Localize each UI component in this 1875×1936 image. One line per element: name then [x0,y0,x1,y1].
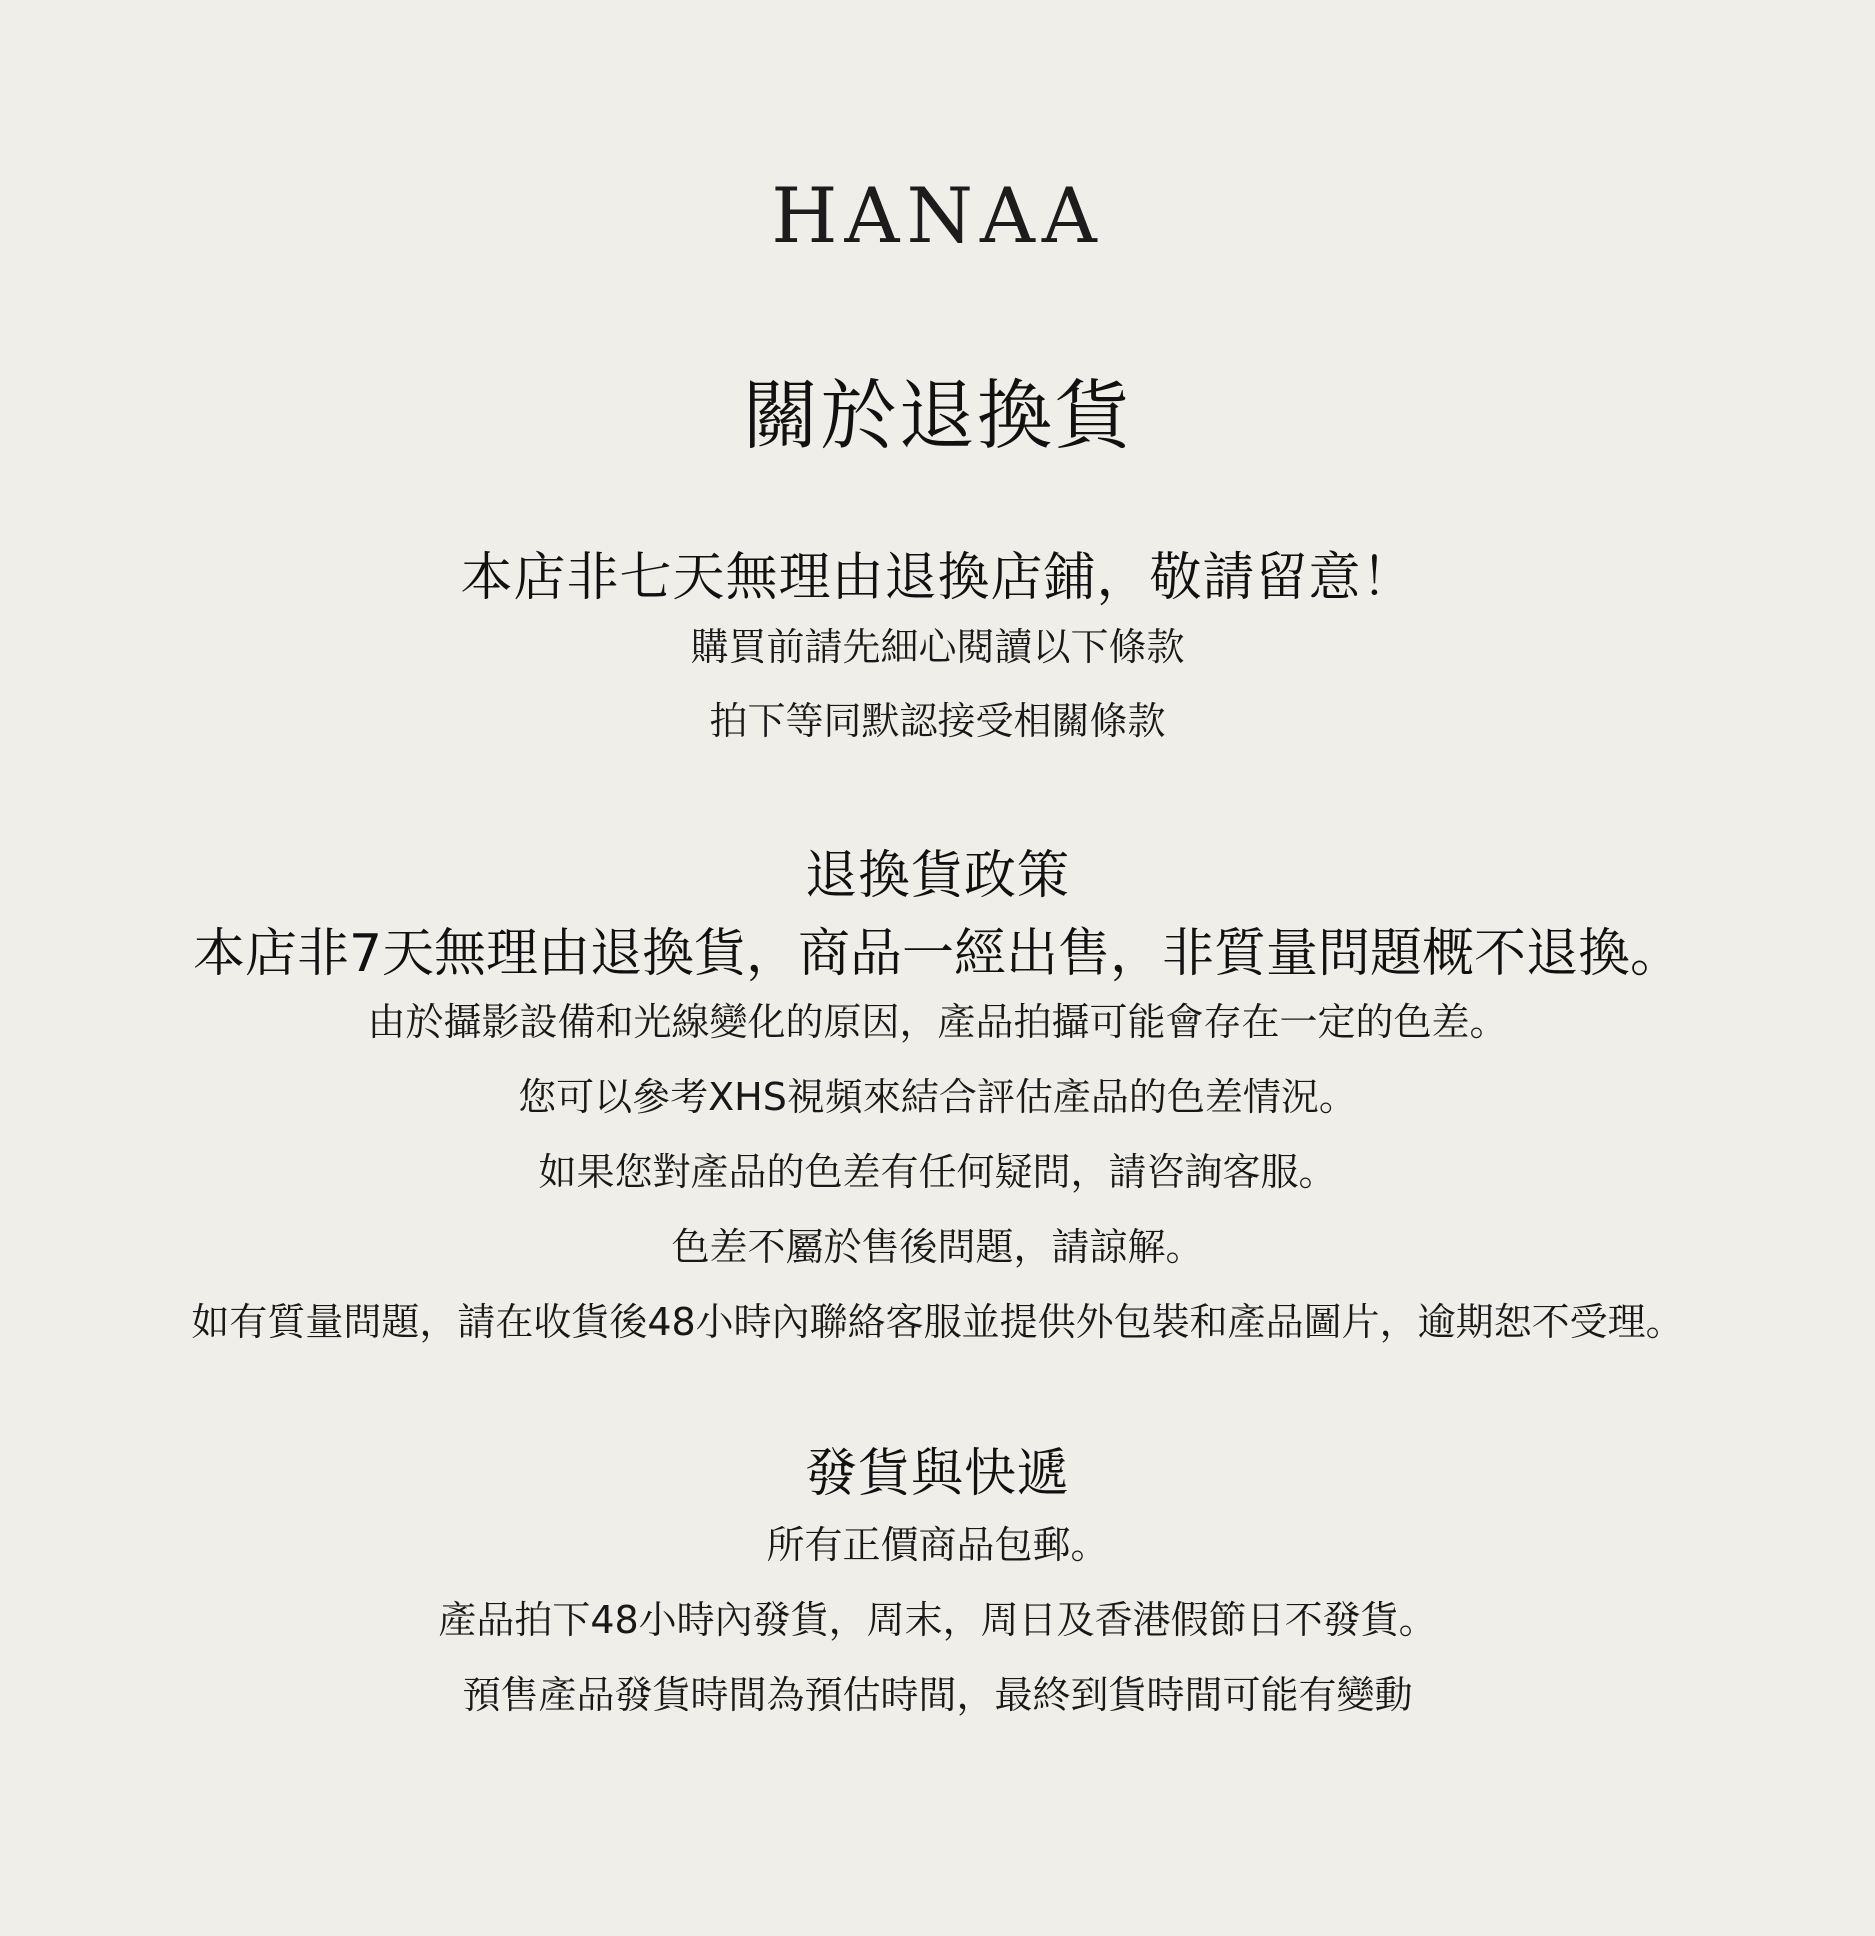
intro-line: 購買前請先細心閱讀以下條款 [690,625,1185,669]
brand-logo: HANAA [771,171,1104,260]
return-policy-line: 如有質量問題，請在收貨後48小時內聯絡客服並提供外包裝和產品圖片，逾期恕不受理。 [191,1300,1684,1344]
shipping-line: 預售產品發貨時間為預估時間，最終到貨時間可能有變動 [462,1673,1413,1717]
shipping-heading: 發貨與快遞 [804,1444,1070,1504]
shipping-line: 所有正價商品包郵。 [766,1523,1109,1567]
return-policy-line: 色差不屬於售後問題，請諒解。 [671,1225,1204,1269]
return-policy-line: 您可以參考XHS視頻來結合評估產品的色差情況。 [518,1075,1357,1119]
shipping-line: 產品拍下48小時內發貨，周末，周日及香港假節日不發貨。 [438,1598,1437,1642]
page-title: 關於退換貨 [742,371,1133,460]
intro-line: 拍下等同默認接受相關條款 [709,699,1166,743]
intro-heading: 本店非七天無理由退換店鋪，敬請留意！ [460,548,1415,608]
return-policy-line: 如果您對產品的色差有任何疑問，請咨詢客服。 [538,1150,1337,1194]
return-policy-heading: 退換貨政策 [804,846,1070,906]
return-policy-line: 由於攝影設備和光線變化的原因，產品拍攝可能會存在一定的色差。 [367,1000,1508,1044]
return-policy-lead: 本店非7天無理由退換貨，商品一經出售，非質量問題概不退換。 [192,924,1683,984]
